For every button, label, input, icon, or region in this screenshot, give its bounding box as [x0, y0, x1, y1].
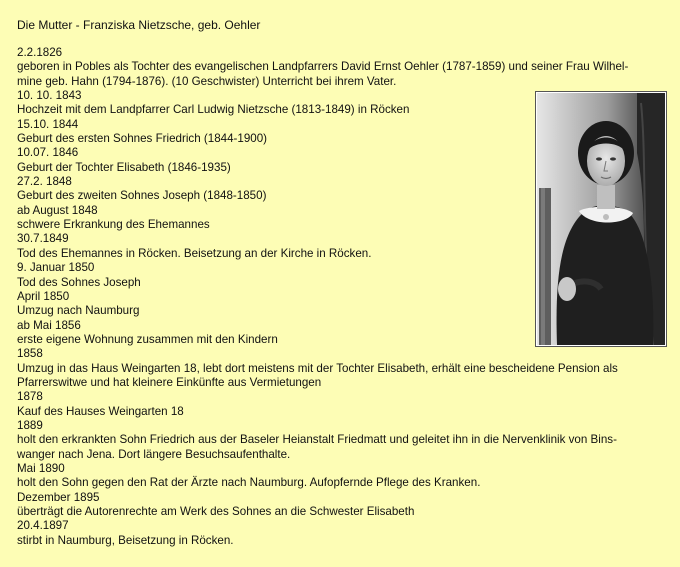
entry-date: Mai 1890	[17, 461, 65, 475]
timeline-entry	[17, 347, 657, 390]
entry-date: 10.07. 1846	[17, 146, 79, 160]
timeline-entry	[17, 519, 657, 548]
entry-date: 20.4.1897	[17, 519, 69, 533]
entry-date: 2.2.1826	[17, 46, 63, 59]
entry-date: 15.10. 1844	[17, 117, 79, 131]
portrait-image	[537, 93, 665, 345]
entry-text: Geburt des zweiten Sohnes Joseph (1848-1850)	[17, 189, 267, 203]
entry-text: Umzug nach Naumburg	[17, 304, 140, 318]
entry-text: Geburt der Tochter Elisabeth (1846-1935)	[17, 160, 231, 174]
entry-text: Tod des Sohnes Joseph	[17, 275, 141, 289]
entry-date: Dezember 1895	[17, 490, 100, 504]
page-title: Die Mutter - Franziska Nietzsche, geb. Oehler	[17, 18, 261, 32]
entry-text: Hochzeit mit dem Landpfarrer Carl Ludwig Nietzsche (1813-1849) in Röcken	[17, 103, 410, 117]
entry-text: Tod des Ehemannes in Röcken. Beisetzung an der Kirche in Röcken.	[17, 246, 372, 260]
entry-date: 30.7.1849	[17, 232, 69, 246]
timeline-entry	[17, 46, 657, 89]
entry-date: 10. 10. 1843	[17, 89, 82, 103]
portrait-photo	[536, 92, 666, 346]
timeline-entry	[17, 462, 657, 491]
entry-text: holt den erkrankten Sohn Friedrich aus der Baseler Heianstalt Friedmatt und geleitet ihn in die Nervenklinik von Bins-	[17, 433, 617, 447]
entry-text: mine geb. Hahn (1794-1876). (10 Geschwister) Unterricht bei ihrem Vater.	[17, 74, 397, 88]
entry-date: 27.2. 1848	[17, 175, 72, 189]
entry-text: überträgt die Autorenrechte am Werk des Sohnes an die Schwester Elisabeth	[17, 505, 415, 518]
entry-text: Geburt des ersten Sohnes Friedrich (1844-1900)	[17, 132, 268, 146]
entry-text: Umzug in das Haus Weingarten 18, lebt dort meistens mit der Tochter Elisabeth, erhält eine bescheidene Pension als	[17, 361, 618, 375]
timeline-entry	[17, 419, 657, 462]
entry-text: geboren in Pobles als Tochter des evangelischen Landpfarrers David Ernst Oehler (1787-1859) und seiner Frau Wilhel-	[17, 60, 629, 74]
entry-text: Kauf des Hauses Weingarten 18	[17, 404, 184, 418]
entry-text: stirbt in Naumburg, Beisetzung in Röcken.	[17, 533, 234, 547]
entry-date: ab August 1848	[17, 203, 98, 217]
entry-text: wanger nach Jena. Dort längere Besuchsaufenthalte.	[17, 447, 291, 461]
entry-date: April 1850	[17, 289, 70, 303]
entry-date: 9. Januar 1850	[17, 261, 95, 275]
entry-text: holt den Sohn gegen den Rat der Ärzte nach Naumburg. Aufopfernde Pflege des Kranken.	[17, 476, 481, 490]
entry-date: 1858	[17, 347, 43, 361]
entry-text: Pfarrerswitwe und hat kleinere Einkünfte aus Vermietungen	[17, 375, 322, 389]
entry-date: ab Mai 1856	[17, 318, 81, 332]
entry-date: 1878	[17, 390, 43, 404]
timeline-entry	[17, 390, 657, 419]
timeline-entry	[17, 491, 657, 520]
entry-text: erste eigene Wohnung zusammen mit den Kindern	[17, 332, 278, 346]
entry-date: 1889	[17, 418, 43, 432]
entry-text: schwere Erkrankung des Ehemannes	[17, 218, 210, 232]
